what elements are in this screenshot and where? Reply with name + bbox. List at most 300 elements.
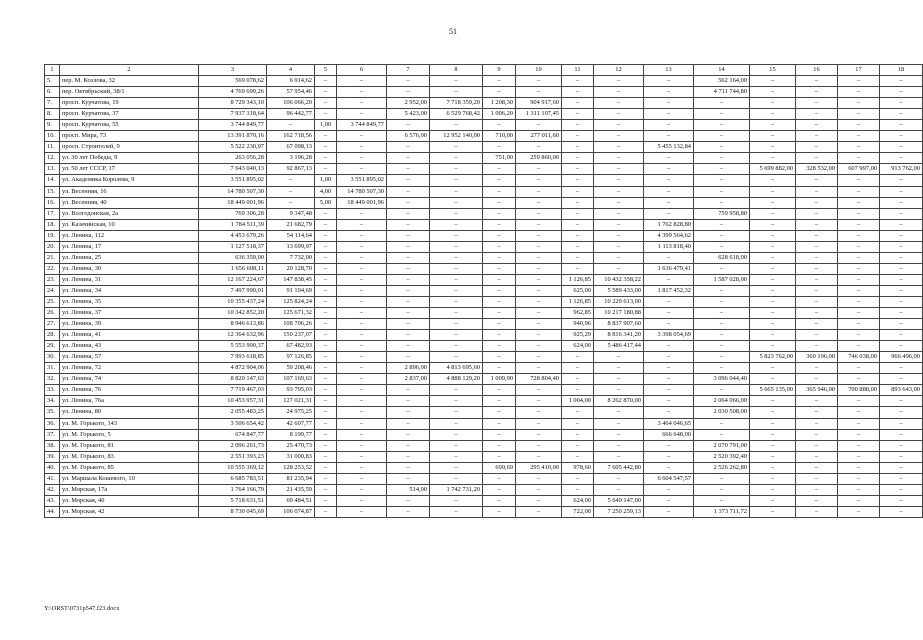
value-cell: – [838, 87, 880, 98]
value-cell: 18 449 001,96 [199, 197, 267, 208]
value-cell: 1 587 028,00 [694, 274, 750, 285]
value-cell: – [430, 330, 483, 341]
value-cell: – [750, 330, 796, 341]
value-cell: – [315, 230, 337, 241]
value-cell: – [483, 197, 516, 208]
value-cell: – [796, 120, 838, 131]
row-number-cell: 22. [45, 263, 60, 274]
value-cell: – [796, 374, 838, 385]
value-cell: – [694, 120, 750, 131]
value-cell: – [562, 230, 594, 241]
address-cell: ул. Ленина, 39 [60, 319, 199, 330]
value-cell: – [315, 495, 337, 506]
value-cell: 2 551 393,23 [199, 451, 267, 462]
value-cell: 8 262 870,00 [594, 396, 644, 407]
value-cell: – [594, 197, 644, 208]
value-cell: 5 665 135,00 [750, 385, 796, 396]
value-cell: – [594, 208, 644, 219]
value-cell: 1 762 828,80 [644, 219, 694, 230]
row-number-cell: 8. [45, 109, 60, 120]
value-cell: 1 742 731,20 [430, 484, 483, 495]
value-cell: – [337, 429, 387, 440]
table-row [45, 208, 923, 219]
value-cell: – [387, 341, 430, 352]
value-cell: – [387, 274, 430, 285]
value-cell: – [562, 197, 594, 208]
row-number-cell: 17. [45, 208, 60, 219]
table-row [45, 418, 923, 429]
value-cell: – [880, 208, 923, 219]
value-cell: – [838, 396, 880, 407]
value-cell: – [337, 374, 387, 385]
value-cell: – [750, 252, 796, 263]
value-cell: – [694, 341, 750, 352]
value-cell: – [337, 363, 387, 374]
value-cell: – [750, 131, 796, 142]
value-cell: – [750, 374, 796, 385]
value-cell: – [880, 98, 923, 109]
value-cell: 4 711 744,80 [694, 87, 750, 98]
value-cell: – [880, 197, 923, 208]
value-cell: – [387, 462, 430, 473]
value-cell: – [516, 164, 562, 175]
value-cell: – [880, 330, 923, 341]
value-cell: – [387, 76, 430, 87]
row-number-cell: 25. [45, 296, 60, 307]
value-cell: – [838, 363, 880, 374]
address-cell: просп. Курчатова, 55 [60, 120, 199, 131]
row-number-cell: 10. [45, 131, 60, 142]
value-cell: 21 435,59 [267, 484, 315, 495]
value-cell: 624,00 [562, 341, 594, 352]
value-cell: 10 217 180,88 [594, 308, 644, 319]
address-cell: ул. Маршала Кошевого, 10 [60, 473, 199, 484]
value-cell: – [315, 285, 337, 296]
value-cell: – [337, 352, 387, 363]
value-cell: – [644, 98, 694, 109]
value-cell: – [644, 175, 694, 186]
value-cell: – [562, 175, 594, 186]
value-cell: – [562, 98, 594, 109]
value-cell: 10 453 957,31 [199, 396, 267, 407]
value-cell: – [337, 153, 387, 164]
address-cell: ул. Ленина, 30 [60, 263, 199, 274]
value-cell: 1 113 818,40 [644, 241, 694, 252]
value-cell: – [430, 396, 483, 407]
value-cell: – [315, 451, 337, 462]
value-cell: – [337, 230, 387, 241]
value-cell: – [594, 352, 644, 363]
value-cell: – [337, 308, 387, 319]
value-cell: – [838, 374, 880, 385]
table-row [45, 341, 923, 352]
value-cell: – [483, 506, 516, 517]
value-cell: – [694, 197, 750, 208]
address-cell: ул. Ленина, 31 [60, 274, 199, 285]
value-cell: – [387, 186, 430, 197]
value-cell: – [430, 208, 483, 219]
value-cell: – [483, 76, 516, 87]
value-cell: – [750, 462, 796, 473]
value-cell: – [387, 319, 430, 330]
table-row [45, 484, 923, 495]
value-cell: – [337, 87, 387, 98]
value-cell: – [387, 241, 430, 252]
value-cell: – [594, 440, 644, 451]
value-cell: – [516, 418, 562, 429]
value-cell: – [430, 296, 483, 307]
table-row [45, 76, 923, 87]
value-cell: – [838, 76, 880, 87]
value-cell: 57 954,46 [267, 87, 315, 98]
value-cell: – [838, 285, 880, 296]
value-cell: – [644, 109, 694, 120]
value-cell: 1 764 166,79 [199, 484, 267, 495]
value-cell: 722,00 [562, 506, 594, 517]
value-cell: – [880, 87, 923, 98]
value-cell: – [880, 363, 923, 374]
value-cell: – [562, 76, 594, 87]
value-cell: – [562, 418, 594, 429]
value-cell: – [337, 418, 387, 429]
value-cell: – [594, 109, 644, 120]
value-cell: – [838, 440, 880, 451]
value-cell: – [644, 164, 694, 175]
value-cell: – [644, 274, 694, 285]
value-cell: – [430, 319, 483, 330]
row-number-cell: 35. [45, 407, 60, 418]
value-cell: 569 078,62 [199, 76, 267, 87]
address-cell: ул. Ленина, 76а [60, 396, 199, 407]
value-cell: 10 355 437,24 [199, 296, 267, 307]
value-cell: – [694, 153, 750, 164]
value-cell: 277 011,60 [516, 131, 562, 142]
value-cell: – [694, 142, 750, 153]
value-cell: – [880, 274, 923, 285]
value-cell: – [880, 175, 923, 186]
value-cell: – [430, 219, 483, 230]
address-cell: пер. Октябрьский, 38/1 [60, 87, 199, 98]
value-cell: 5 455 132,84 [644, 142, 694, 153]
value-cell: – [750, 506, 796, 517]
value-cell: – [594, 164, 644, 175]
value-cell: – [562, 241, 594, 252]
address-cell: просп. Курчатова, 37 [60, 109, 199, 120]
value-cell: – [315, 252, 337, 263]
value-cell: – [750, 407, 796, 418]
value-cell: 746 038,00 [838, 352, 880, 363]
table-row [45, 197, 923, 208]
value-cell: 328 532,00 [796, 164, 838, 175]
value-cell: – [880, 263, 923, 274]
address-cell: ул. М. Горького, 143 [60, 418, 199, 429]
value-cell: – [880, 495, 923, 506]
value-cell: – [516, 352, 562, 363]
value-cell: – [562, 407, 594, 418]
value-cell: – [315, 87, 337, 98]
value-cell: – [694, 164, 750, 175]
row-number-cell: 18. [45, 219, 60, 230]
value-cell: – [750, 363, 796, 374]
value-cell: – [516, 429, 562, 440]
value-cell: 54 114,64 [267, 230, 315, 241]
row-number-cell: 14. [45, 175, 60, 186]
value-cell: – [796, 319, 838, 330]
value-cell: 24 975,25 [267, 407, 315, 418]
value-cell: – [750, 219, 796, 230]
value-cell: 4 769 699,26 [199, 87, 267, 98]
value-cell: – [644, 87, 694, 98]
value-cell: 1 656 608,11 [199, 263, 267, 274]
value-cell: 514,00 [387, 484, 430, 495]
value-cell: – [516, 363, 562, 374]
value-cell: – [594, 429, 644, 440]
value-cell: 1 127 518,37 [199, 241, 267, 252]
value-cell: – [315, 341, 337, 352]
value-cell: 8 729 343,10 [199, 98, 267, 109]
row-number-cell: 24. [45, 285, 60, 296]
value-cell: – [880, 396, 923, 407]
value-cell: 96 442,77 [267, 109, 315, 120]
column-number-9: 9 [483, 65, 516, 76]
value-cell: 699,69 [483, 462, 516, 473]
header-row [45, 65, 923, 76]
value-cell: – [315, 109, 337, 120]
value-cell: – [796, 76, 838, 87]
value-cell: – [838, 274, 880, 285]
value-cell: – [880, 76, 923, 87]
value-cell: – [430, 451, 483, 462]
value-cell: 8 820 147,63 [199, 374, 267, 385]
value-cell: – [387, 495, 430, 506]
value-cell: 7 718 359,20 [430, 98, 483, 109]
value-cell: – [644, 495, 694, 506]
address-cell: просп. Мира, 73 [60, 131, 199, 142]
value-cell: 365 946,00 [796, 385, 838, 396]
column-number-15: 15 [750, 65, 796, 76]
table-row [45, 495, 923, 506]
value-cell: – [562, 109, 594, 120]
value-cell: 562 164,00 [694, 76, 750, 87]
value-cell: – [267, 175, 315, 186]
value-cell: 4 888 129,20 [430, 374, 483, 385]
value-cell: 893 643,00 [880, 385, 923, 396]
value-cell: – [750, 197, 796, 208]
value-cell: – [483, 164, 516, 175]
value-cell: – [483, 429, 516, 440]
value-cell: – [315, 506, 337, 517]
column-number-8: 8 [430, 65, 483, 76]
value-cell: 1,00 [315, 175, 337, 186]
value-cell: 962,85 [562, 308, 594, 319]
value-cell: – [644, 153, 694, 164]
value-cell: – [315, 76, 337, 87]
value-cell: – [315, 385, 337, 396]
value-cell: 5 823 762,00 [750, 352, 796, 363]
table-row [45, 186, 923, 197]
value-cell: – [880, 186, 923, 197]
value-cell: – [796, 484, 838, 495]
value-cell: 7 993 618,85 [199, 352, 267, 363]
value-cell: – [796, 230, 838, 241]
value-cell: – [337, 263, 387, 274]
value-cell: – [430, 164, 483, 175]
value-cell: – [387, 396, 430, 407]
value-cell: – [387, 429, 430, 440]
value-cell: – [483, 252, 516, 263]
row-number-cell: 36. [45, 418, 60, 429]
value-cell: – [838, 230, 880, 241]
value-cell: – [838, 484, 880, 495]
value-cell: – [337, 208, 387, 219]
value-cell: – [880, 241, 923, 252]
value-cell: – [694, 418, 750, 429]
value-cell: – [644, 374, 694, 385]
value-cell: – [644, 484, 694, 495]
value-cell: – [644, 76, 694, 87]
value-cell: – [694, 495, 750, 506]
file-path-footer: Y:\ORST\0731p547.f23.docx [44, 605, 120, 612]
value-cell: – [483, 186, 516, 197]
value-cell: – [594, 484, 644, 495]
row-number-cell: 43. [45, 495, 60, 506]
value-cell: – [315, 330, 337, 341]
table-row [45, 131, 923, 142]
value-cell: – [315, 462, 337, 473]
value-cell: – [838, 462, 880, 473]
column-number-6: 6 [337, 65, 387, 76]
value-cell: – [387, 263, 430, 274]
row-number-cell: 9. [45, 120, 60, 131]
value-cell: – [644, 385, 694, 396]
value-cell: – [387, 440, 430, 451]
value-cell: 67 482,93 [267, 341, 315, 352]
value-cell: 751,00 [483, 153, 516, 164]
value-cell: – [750, 76, 796, 87]
value-cell: – [516, 120, 562, 131]
value-cell: 674 847,77 [199, 429, 267, 440]
value-cell: – [516, 296, 562, 307]
value-cell: – [483, 208, 516, 219]
value-cell: – [644, 197, 694, 208]
value-cell: 4 453 679,26 [199, 230, 267, 241]
table-row [45, 252, 923, 263]
value-cell: – [796, 451, 838, 462]
value-cell: – [694, 186, 750, 197]
row-number-cell: 12. [45, 153, 60, 164]
value-cell: 263 056,28 [199, 153, 267, 164]
value-cell: – [880, 440, 923, 451]
value-cell: – [315, 363, 337, 374]
value-cell: 3 506 654,42 [199, 418, 267, 429]
value-cell: – [880, 308, 923, 319]
value-cell: 2 055 483,25 [199, 407, 267, 418]
value-cell: – [796, 142, 838, 153]
value-cell: – [880, 153, 923, 164]
value-cell: – [838, 131, 880, 142]
value-cell: – [880, 374, 923, 385]
value-cell: – [796, 429, 838, 440]
value-cell: – [387, 175, 430, 186]
table-row [45, 109, 923, 120]
value-cell: – [430, 76, 483, 87]
value-cell: 5 589 433,00 [594, 285, 644, 296]
value-cell: – [483, 263, 516, 274]
value-cell: – [430, 241, 483, 252]
value-cell: 4 399 564,62 [644, 230, 694, 241]
column-number-13: 13 [644, 65, 694, 76]
value-cell: 42 607,77 [267, 418, 315, 429]
value-cell: – [880, 473, 923, 484]
value-cell: – [337, 451, 387, 462]
value-cell: – [315, 219, 337, 230]
value-cell: – [796, 87, 838, 98]
address-cell: ул. Ленина, 41 [60, 330, 199, 341]
value-cell: – [315, 164, 337, 175]
row-number-cell: 32. [45, 374, 60, 385]
value-cell: 13 391 870,16 [199, 131, 267, 142]
value-cell: – [750, 308, 796, 319]
table-row [45, 219, 923, 230]
address-cell: ул. Весенняя, 40 [60, 197, 199, 208]
value-cell: – [483, 274, 516, 285]
table-row [45, 230, 923, 241]
value-cell: – [430, 495, 483, 506]
table-row [45, 473, 923, 484]
value-cell: 3 398 054,69 [644, 330, 694, 341]
column-number-5: 5 [315, 65, 337, 76]
value-cell: – [430, 429, 483, 440]
value-cell: – [430, 186, 483, 197]
value-cell: – [796, 363, 838, 374]
value-cell: 5 718 631,51 [199, 495, 267, 506]
value-cell: – [694, 319, 750, 330]
value-cell: 360 196,00 [796, 352, 838, 363]
value-cell: – [315, 473, 337, 484]
value-cell: 25 470,73 [267, 440, 315, 451]
value-cell: – [644, 363, 694, 374]
value-cell: – [387, 308, 430, 319]
value-cell: 607 997,00 [838, 164, 880, 175]
value-cell: – [516, 241, 562, 252]
value-cell: – [516, 451, 562, 462]
value-cell: 624,00 [562, 495, 594, 506]
value-cell: 18 449 001,96 [337, 197, 387, 208]
value-cell: – [315, 241, 337, 252]
column-number-11: 11 [562, 65, 594, 76]
value-cell: – [644, 352, 694, 363]
value-cell: 12 952 140,00 [430, 131, 483, 142]
value-cell: 1 009,90 [483, 374, 516, 385]
table-row [45, 319, 923, 330]
value-cell: – [750, 473, 796, 484]
data-table [44, 64, 923, 518]
column-number-18: 18 [880, 65, 923, 76]
address-cell: ул. Морская, 40 [60, 495, 199, 506]
value-cell: – [387, 330, 430, 341]
value-cell: – [315, 440, 337, 451]
address-cell: ул. Весенняя, 16 [60, 186, 199, 197]
value-cell: 625,00 [562, 285, 594, 296]
value-cell: – [562, 429, 594, 440]
value-cell: – [387, 252, 430, 263]
value-cell: 8 730 045,69 [199, 506, 267, 517]
value-cell: – [750, 495, 796, 506]
value-cell: – [337, 285, 387, 296]
value-cell: – [594, 252, 644, 263]
row-number-cell: 20. [45, 241, 60, 252]
value-cell: – [838, 495, 880, 506]
